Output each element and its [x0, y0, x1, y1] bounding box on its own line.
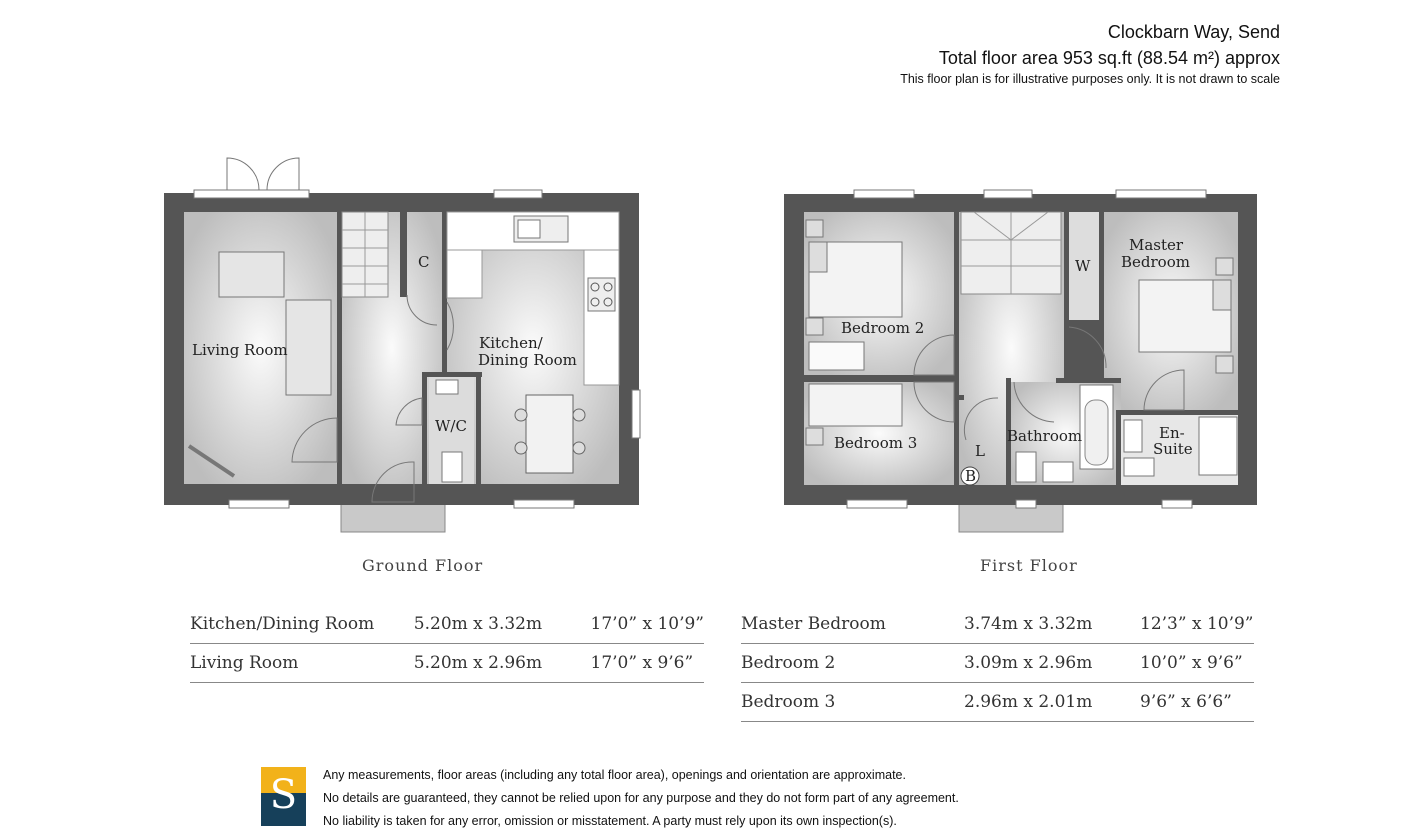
- room-name: Living Room: [190, 644, 414, 683]
- ensuite-label-line1: En-: [1159, 424, 1185, 442]
- room-name: Kitchen/Dining Room: [190, 605, 414, 644]
- scale-disclaimer: This floor plan is for illustrative purposes only. It is not drawn to scale: [900, 72, 1280, 86]
- imperial-size: 9’6” x 6’6”: [1140, 683, 1254, 722]
- total-floor-area: Total floor area 953 sq.ft (88.54 m²) approx: [938, 48, 1280, 68]
- ground-floor-label: Ground Floor: [362, 556, 484, 575]
- table-row: [190, 644, 704, 683]
- ensuite-label-line2: Suite: [1153, 440, 1193, 458]
- kitchen-label-line2: Dining Room: [478, 351, 577, 369]
- metric-size: 5.20m x 3.32m: [414, 605, 591, 644]
- bathroom-label: Bathroom: [1007, 427, 1083, 445]
- footer-line-3: No liability is taken for any error, omission or misstatement. A party must rely upon its own inspection(s).: [323, 814, 897, 828]
- table-row: [741, 644, 1254, 683]
- imperial-size: 17’0” x 10’9”: [591, 605, 704, 644]
- agency-logo: [261, 767, 306, 826]
- imperial-size: 17’0” x 9’6”: [591, 644, 704, 683]
- landing-label: L: [975, 442, 985, 460]
- logo-letter: S: [269, 772, 298, 818]
- kitchen-label-line1: Kitchen/: [479, 334, 543, 352]
- footer-line-1: Any measurements, floor areas (including any total floor area), openings and orientation are approximate.: [323, 768, 906, 782]
- master-label-line2: Bedroom: [1121, 253, 1190, 271]
- room-name: Master Bedroom: [741, 605, 964, 644]
- room-name: Bedroom 2: [741, 644, 964, 683]
- living-room-label: Living Room: [192, 341, 288, 359]
- metric-size: 5.20m x 2.96m: [414, 644, 591, 683]
- table-row: [741, 683, 1254, 722]
- cupboard-label: C: [418, 253, 430, 271]
- wc-label: W/C: [435, 417, 467, 435]
- bedroom3-label: Bedroom 3: [834, 434, 918, 452]
- room-name: Bedroom 3: [741, 683, 964, 722]
- first-floor-plan: [784, 150, 1264, 535]
- table-row: [741, 605, 1254, 644]
- metric-size: 3.09m x 2.96m: [964, 644, 1140, 683]
- metric-size: 3.74m x 3.32m: [964, 605, 1140, 644]
- imperial-size: 12’3” x 10’9”: [1140, 605, 1254, 644]
- imperial-size: 10’0” x 9’6”: [1140, 644, 1254, 683]
- ground-floor-plan: [164, 150, 644, 535]
- first-floor-label: First Floor: [980, 556, 1078, 575]
- first-floor-dimensions: [741, 605, 1254, 722]
- ground-floor-dimensions: [190, 605, 704, 683]
- wardrobe-label: W: [1075, 257, 1091, 275]
- footer-line-2: No details are guaranteed, they cannot be relied upon for any purpose and they do not form part of any agreement.: [323, 791, 959, 805]
- bedroom2-label: Bedroom 2: [841, 319, 925, 337]
- table-row: [190, 605, 704, 644]
- metric-size: 2.96m x 2.01m: [964, 683, 1140, 722]
- address: Clockbarn Way, Send: [1107, 22, 1280, 42]
- master-label-line1: Master: [1129, 236, 1184, 254]
- boiler-label: B: [965, 467, 977, 485]
